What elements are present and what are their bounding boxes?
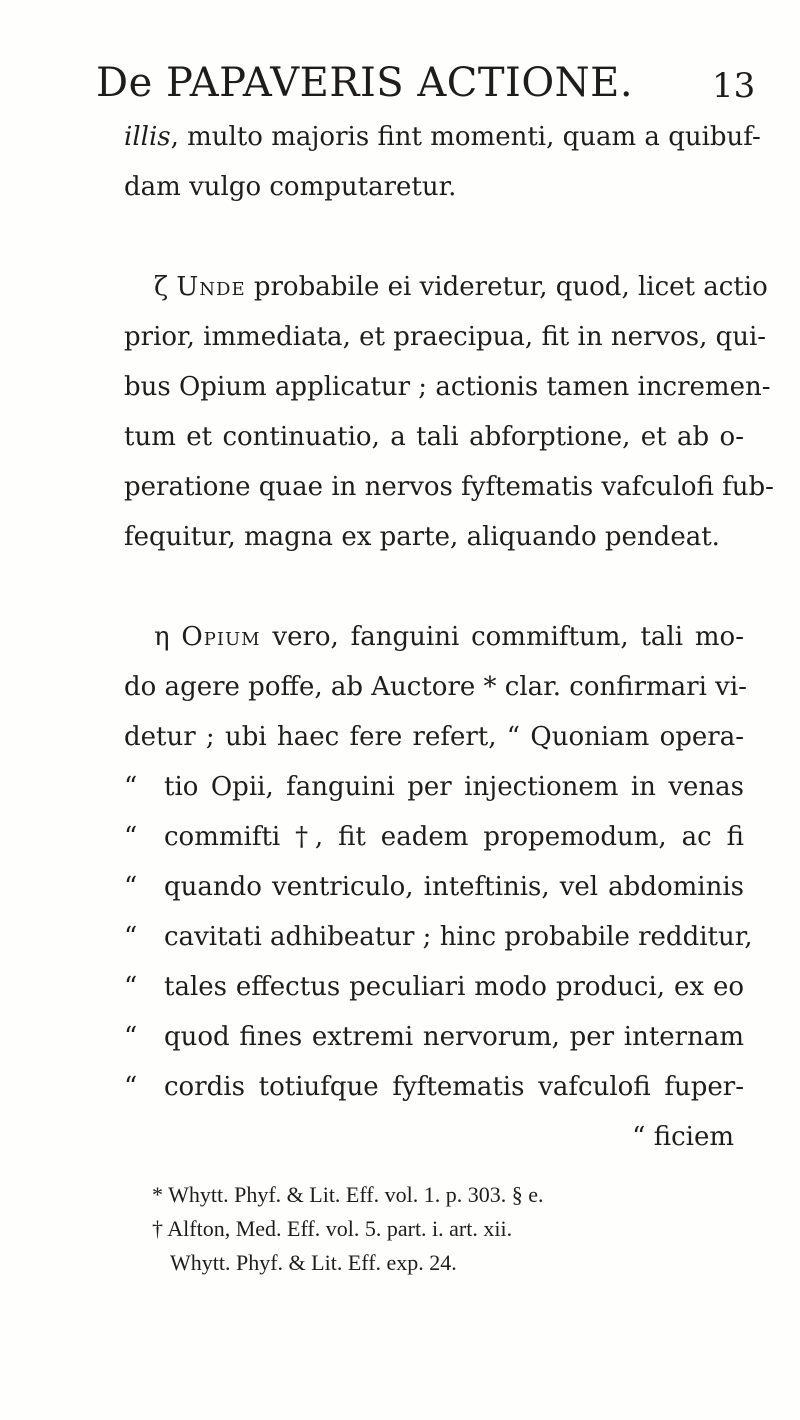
paragraph-start: ζ Unde probabile ei videretur, quod, licet actio: [154, 272, 768, 302]
body-text: [124, 112, 774, 1162]
footnote: * Whytt. Phyf. & Lit. Eff. vol. 1. p. 303. § e.: [152, 1182, 544, 1207]
catchword: “ ficiem: [632, 1122, 734, 1152]
text-line: dam vulgo computaretur.: [124, 172, 457, 202]
text-line: bus Opium applicatur ; actionis tamen incremen-: [124, 372, 771, 402]
lead-word: Unde: [176, 272, 246, 302]
footnote-continuation: Whytt. Phyf. & Lit. Eff. exp. 24.: [170, 1250, 457, 1275]
text-line: illis, multo majoris fint momenti, quam a quibuf-: [124, 122, 761, 152]
quoted-line: “ quod fines extremi nervorum, per internam: [124, 1022, 744, 1052]
text-line: fequitur, magna ex parte, aliquando pendeat.: [124, 522, 720, 552]
text-line: peratione quae in nervos fyftematis vafculofi fub-: [124, 472, 774, 502]
text-line: detur ; ubi haec fere refert, “ Quoniam opera-: [124, 722, 744, 752]
quoted-line: “ cordis totiufque fyftematis vafculofi fuper-: [124, 1072, 744, 1102]
running-head-title: PAPAVERIS ACTIONE.: [165, 60, 634, 106]
footnote: † Alfton, Med. Eff. vol. 5. part. i. art. xii.: [152, 1216, 513, 1241]
paragraph-start: η Opium vero, fanguini commiftum, tali mo-: [154, 622, 744, 652]
quoted-line: “ quando ventriculo, inteftinis, vel abdominis: [124, 872, 744, 902]
running-head: [96, 60, 666, 106]
lead-word: Opium: [181, 622, 261, 652]
text-line: tum et continuatio, a tali abforptione, et ab o-: [124, 422, 744, 452]
running-head-prefix: De: [96, 60, 153, 106]
section-marker: η: [154, 622, 170, 652]
text-line: prior, immediata, et praecipua, fit in nervos, qui-: [124, 322, 767, 352]
text-line: do agere poffe, ab Auctore * clar. confirmari vi-: [124, 672, 747, 702]
quoted-line: “ commifti †, fit eadem propemodum, ac fi: [124, 822, 744, 852]
page-number: 13: [712, 66, 756, 106]
footnotes: [152, 1178, 752, 1280]
italic-word: illis: [124, 122, 171, 152]
section-marker: ζ: [154, 272, 169, 302]
quoted-line: “ cavitati adhibeatur ; hinc probabile redditur,: [124, 922, 753, 952]
quoted-line: “ tales effectus peculiari modo produci, ex eo: [124, 972, 744, 1002]
quoted-line: “ tio Opii, fanguini per injectionem in venas: [124, 772, 744, 802]
